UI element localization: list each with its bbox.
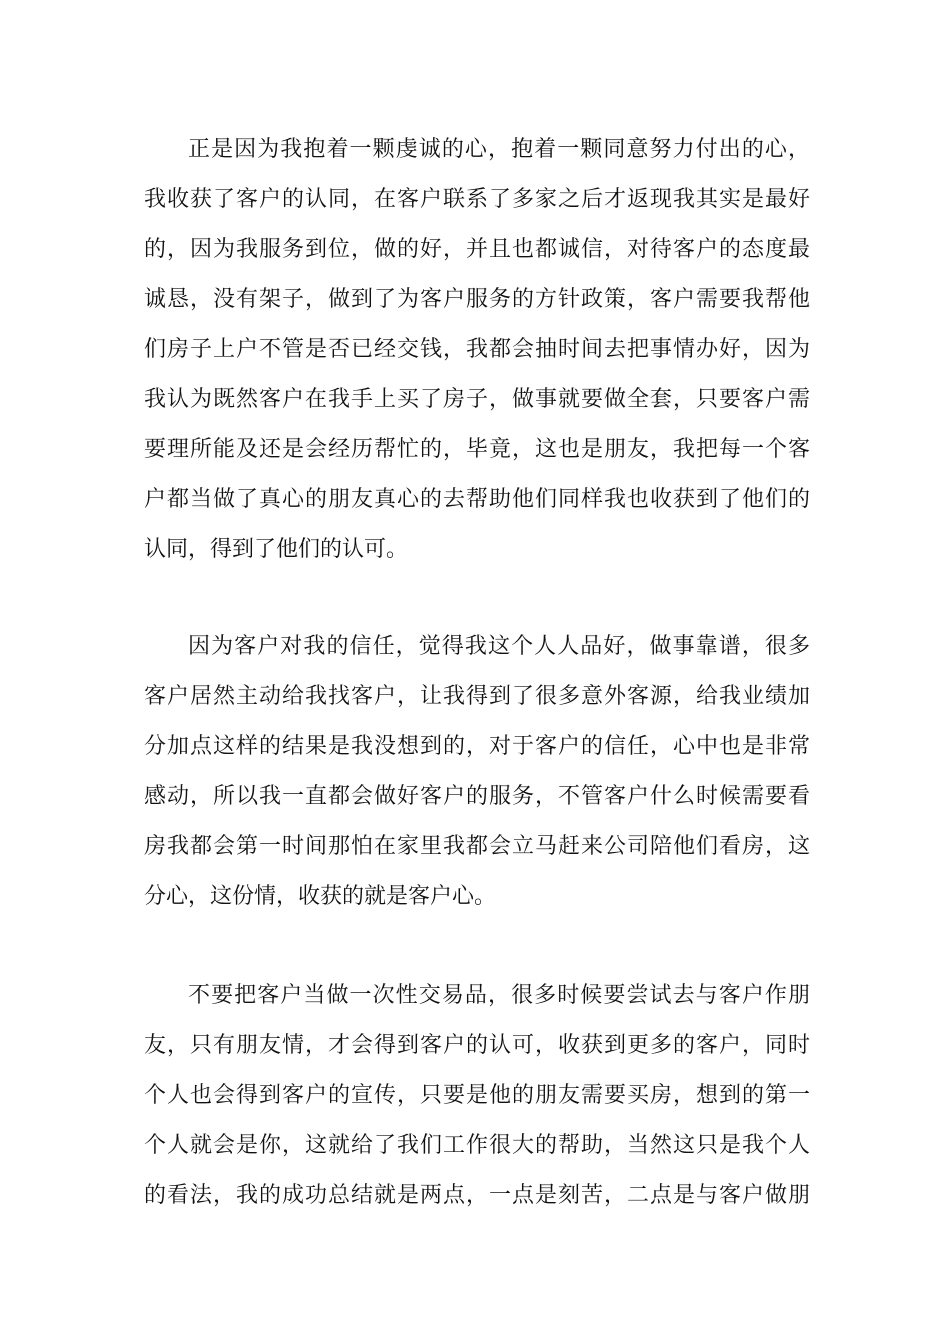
paragraph-2: [144, 622, 810, 922]
paragraph-line: 分加点这样的结果是我没想到的，对于客户的信任，心中也是非常: [144, 734, 810, 759]
paragraph-line: 的看法，我的成功总结就是两点，一点是刻苦，二点是与客户做朋: [144, 1183, 810, 1208]
paragraph-line: 的，因为我服务到位，做的好，并且也都诚信，对待客户的态度最: [144, 237, 810, 262]
paragraph-line: 感动，所以我一直都会做好客户的服务，不管客户什么时候需要看: [144, 784, 810, 809]
paragraph-line: 分心，这份情，收获的就是客户心。: [144, 884, 497, 909]
paragraph-line: 不要把客户当做一次性交易品，很多时候要尝试去与客户作朋: [188, 983, 810, 1008]
paragraph-1: [144, 125, 810, 575]
paragraph-line: 我认为既然客户在我手上买了房子，做事就要做全套，只要客户需: [144, 387, 810, 412]
paragraph-line: 客户居然主动给我找客户，让我得到了很多意外客源，给我业绩加: [144, 684, 810, 709]
paragraph-line: 正是因为我抱着一颗虔诚的心，抱着一颗同意努力付出的心，: [188, 137, 810, 162]
paragraph-line: 个人就会是你，这就给了我们工作很大的帮助，当然这只是我个人: [144, 1133, 810, 1158]
paragraph-line: 户都当做了真心的朋友真心的去帮助他们同样我也收获到了他们的: [144, 487, 810, 512]
paragraph-line: 们房子上户不管是否已经交钱，我都会抽时间去把事情办好，因为: [144, 337, 810, 362]
paragraph-line: 诚恳，没有架子，做到了为客户服务的方针政策，客户需要我帮他: [144, 287, 810, 312]
paragraph-line: 房我都会第一时间那怕在家里我都会立马赶来公司陪他们看房，这: [144, 834, 810, 859]
paragraph-line: 因为客户对我的信任，觉得我这个人人品好，做事靠谱，很多: [188, 634, 810, 659]
paragraph-3: [144, 971, 810, 1221]
paragraph-line: 认同，得到了他们的认可。: [144, 537, 409, 562]
paragraph-line: 个人也会得到客户的宣传，只要是他的朋友需要买房，想到的第一: [144, 1083, 810, 1108]
paragraph-line: 友，只有朋友情，才会得到客户的认可，收获到更多的客户，同时: [144, 1033, 810, 1058]
paragraph-line: 我收获了客户的认同，在客户联系了多家之后才返现我其实是最好: [144, 187, 810, 212]
paragraph-line: 要理所能及还是会经历帮忙的，毕竟，这也是朋友，我把每一个客: [144, 437, 810, 462]
